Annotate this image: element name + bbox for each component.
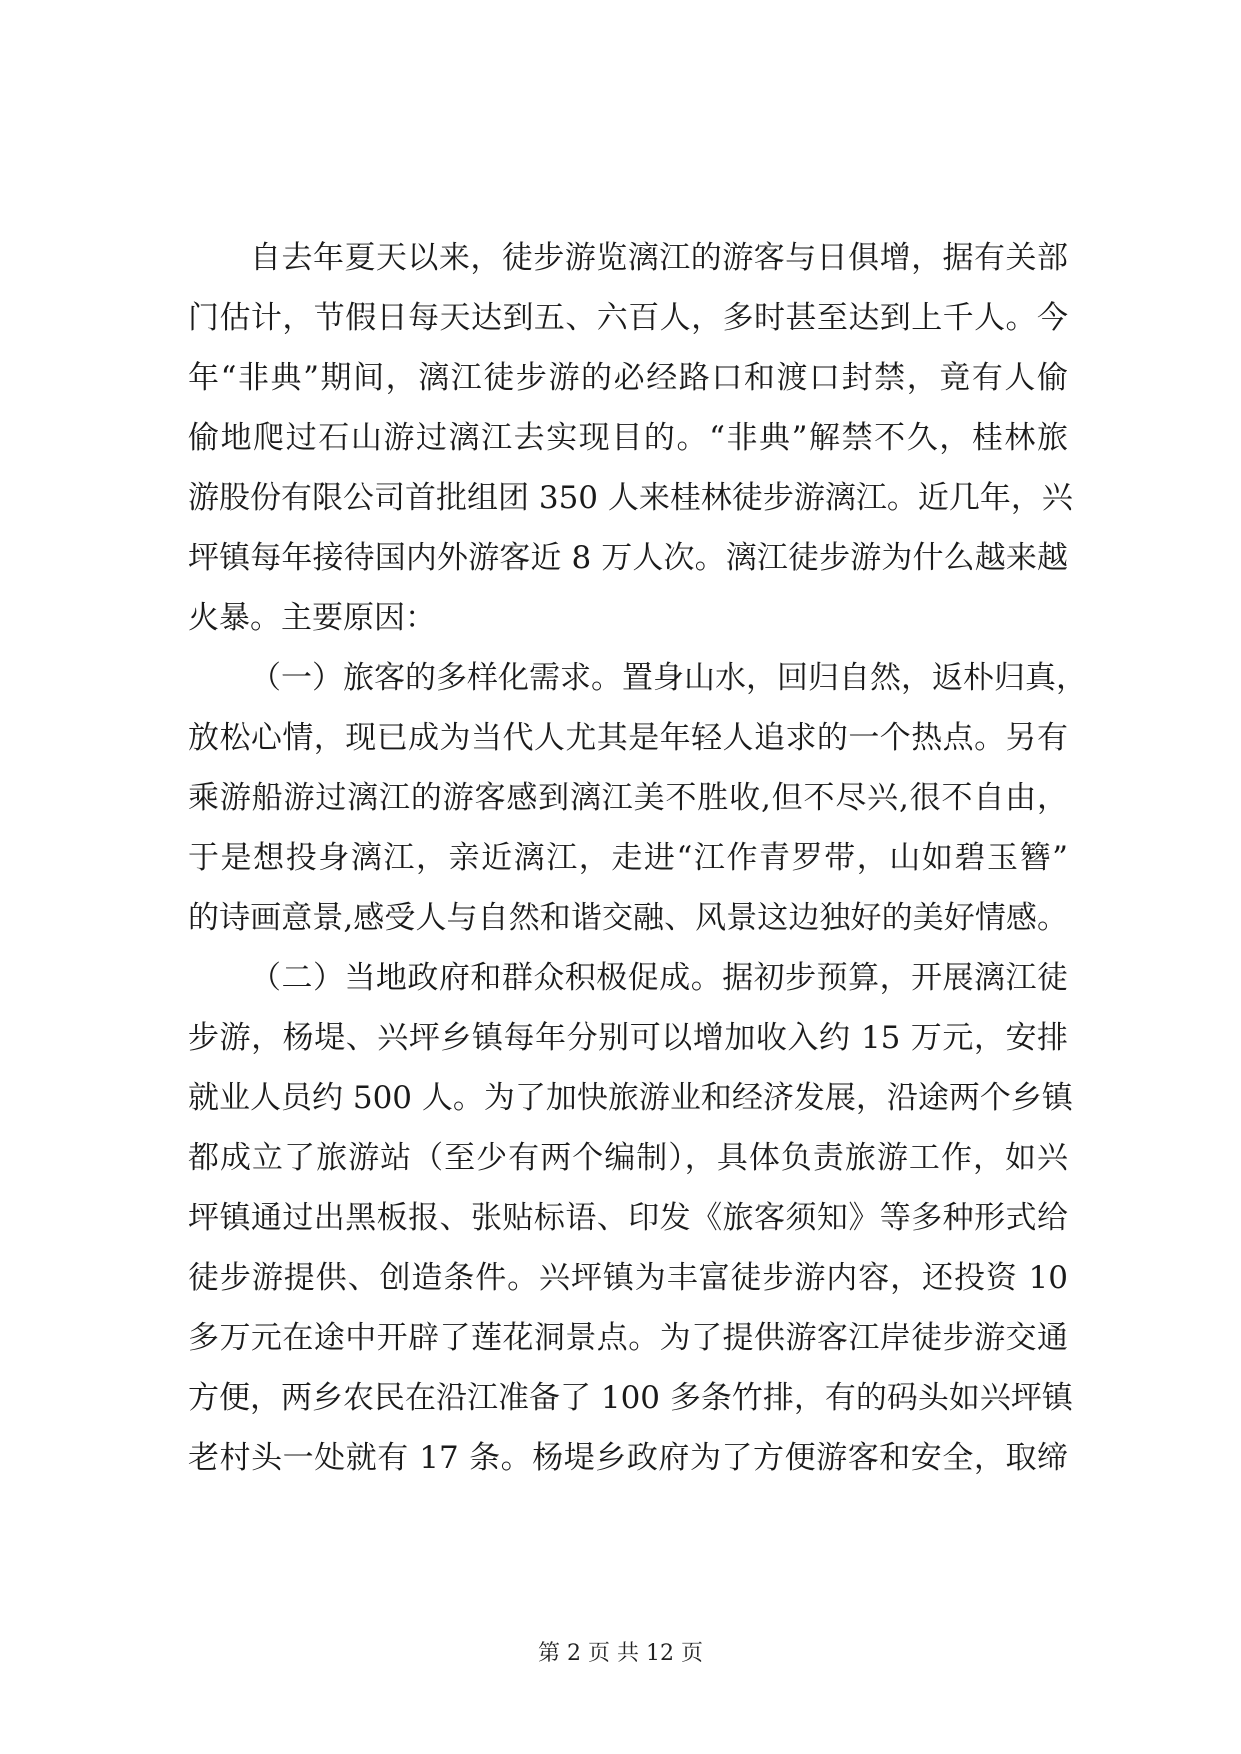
paragraph-section-2 (188, 948, 1073, 1488)
text-line: 老村头一处就有 17 条。杨堤乡政府为了方便游客和安全，取缔 (188, 1440, 1068, 1476)
text-line: 于是想投身漓江，亲近漓江，走进“江作青罗带，山如碧玉簪” (188, 840, 1068, 876)
text-line: 年“非典”期间，漓江徒步游的必经路口和渡口封禁，竟有人偷 (188, 360, 1068, 396)
text-line: 步游，杨堤、兴坪乡镇每年分别可以增加收入约 15 万元，安排 (188, 1020, 1068, 1056)
text-line: 坪镇通过出黑板报、张贴标语、印发《旅客须知》等多种形式给 (188, 1200, 1068, 1236)
text-line: 就业人员约 500 人。为了加快旅游业和经济发展，沿途两个乡镇 (188, 1080, 1073, 1116)
text-line: 都成立了旅游站（至少有两个编制），具体负责旅游工作，如兴 (188, 1140, 1068, 1176)
text-line: （一）旅客的多样化需求。置身山水，回归自然，返朴归真， (250, 660, 1087, 696)
text-line: 乘游船游过漓江的游客感到漓江美不胜收,但不尽兴,很不自由， (188, 780, 1068, 816)
text-line: 自去年夏天以来，徒步游览漓江的游客与日俱增，据有关部 (250, 240, 1068, 276)
body-text (188, 228, 1087, 1488)
text-line: 门估计，节假日每天达到五、六百人，多时甚至达到上千人。今 (188, 300, 1068, 336)
text-line: 方便，两乡农民在沿江准备了 100 多条竹排，有的码头如兴坪镇 (188, 1380, 1073, 1416)
text-line: 偷地爬过石山游过漓江去实现目的。“非典”解禁不久，桂林旅 (188, 420, 1068, 456)
paragraph-intro (188, 228, 1073, 648)
paragraph-section-1 (188, 648, 1087, 948)
text-line: （二）当地政府和群众积极促成。据初步预算，开展漓江徒 (250, 960, 1068, 996)
text-line: 坪镇每年接待国内外游客近 8 万人次。漓江徒步游为什么越来越 (188, 540, 1068, 576)
text-line: 放松心情，现已成为当代人尤其是年轻人追求的一个热点。另有 (188, 720, 1068, 756)
text-line: 游股份有限公司首批组团 350 人来桂林徒步游漓江。近几年，兴 (188, 480, 1073, 516)
text-line: 火暴。主要原因： (188, 600, 436, 636)
text-line: 的诗画意景,感受人与自然和谐交融、风景这边独好的美好情感。 (188, 900, 1068, 936)
text-line: 徒步游提供、创造条件。兴坪镇为丰富徒步游内容，还投资 10 (188, 1260, 1068, 1296)
page-number-footer: 第 2 页 共 12 页 (538, 1641, 703, 1666)
text-line: 多万元在途中开辟了莲花洞景点。为了提供游客江岸徒步游交通 (188, 1320, 1068, 1356)
